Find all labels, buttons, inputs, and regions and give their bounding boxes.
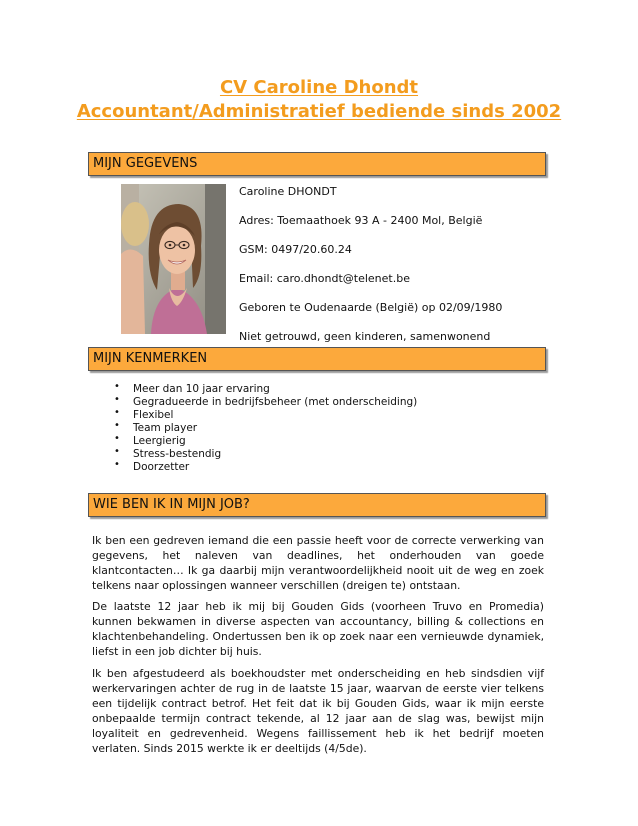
list-item: • Gegradueerde in bedrijfsbeheer (met onderscheiding) xyxy=(114,394,418,408)
list-item: • Team player xyxy=(114,420,198,434)
bullet-icon: • xyxy=(114,459,120,470)
bullet-icon: • xyxy=(114,446,120,457)
personal-status: Niet getrouwd, geen kinderen, samenwonend xyxy=(239,330,491,343)
personal-address: Adres: Toemaathoek 93 A - 2400 Mol, België xyxy=(239,214,483,227)
cv-subtitle: Accountant/Administratief bediende sinds 2002 xyxy=(76,101,562,122)
profile-photo-illustration xyxy=(121,184,226,334)
title-block xyxy=(0,76,638,124)
personal-email: Email: caro.dhondt@telenet.be xyxy=(239,272,410,285)
personal-name: Caroline DHONDT xyxy=(239,185,337,198)
personal-birth: Geboren te Oudenaarde (België) op 02/09/1980 xyxy=(239,301,503,314)
bullet-icon: • xyxy=(114,433,120,444)
list-item: • Meer dan 10 jaar ervaring xyxy=(114,381,270,395)
bullet-icon: • xyxy=(114,407,120,418)
traits-list xyxy=(114,383,417,474)
section-header-traits: MIJN KENMERKEN xyxy=(88,347,546,371)
bullet-icon: • xyxy=(114,381,120,392)
section-header-personal: MIJN GEGEVENS xyxy=(88,152,546,176)
about-paragraph-1: Ik ben een gedreven iemand die een passie heeft voor de correcte verwerking van gegevens, het naleven van deadlines, het onderhouden van goede klantcontacten… Ik ga daarbij mijn verantwoordelijkheid nooit uit de weg en zoek telkens naar oplossingen wanneer verschillen (dreigen te) ontstaan. xyxy=(92,534,544,592)
about-paragraph-2: De laatste 12 jaar heb ik mij bij Gouden Gids (voorheen Truvo en Promedia) kunnen bekwamen in diverse aspecten van accountancy, billing & collections en klachtenbehandeling. Ondertussen ben ik op zoek naar een vernieuwde dynamiek, liefst in een job dichter bij huis. xyxy=(92,600,544,658)
bullet-icon: • xyxy=(114,394,120,405)
list-item: • Stress-bestendig xyxy=(114,446,222,460)
personal-details xyxy=(239,185,539,359)
bullet-icon: • xyxy=(114,420,120,431)
list-item: • Doorzetter xyxy=(114,459,190,473)
about-paragraph-3: Ik ben afgestudeerd als boekhoudster met onderscheiding en heb sindsdien vijf werkervaringen achter de rug in de laatste 15 jaar, waarvan de eerste vier telkens een tijdelijk contract betrof. Het feit dat ik bij Gouden Gids, waar ik mijn eerste onbepaalde termijn contract tekende, al 12 jaar aan de slag was, bewijst mijn loyaliteit en gedrevenheid. Wegens faillissement heb ik het bedrijf moeten verlaten. Sinds 2015 werkte ik er deeltijds (4/5de). xyxy=(92,667,544,755)
list-item: • Leergierig xyxy=(114,433,186,447)
profile-photo xyxy=(121,184,226,334)
personal-phone: GSM: 0497/20.60.24 xyxy=(239,243,352,256)
cv-title: CV Caroline Dhondt xyxy=(219,77,419,98)
section-header-about: WIE BEN IK IN MIJN JOB? xyxy=(88,493,546,517)
list-item: • Flexibel xyxy=(114,407,174,421)
